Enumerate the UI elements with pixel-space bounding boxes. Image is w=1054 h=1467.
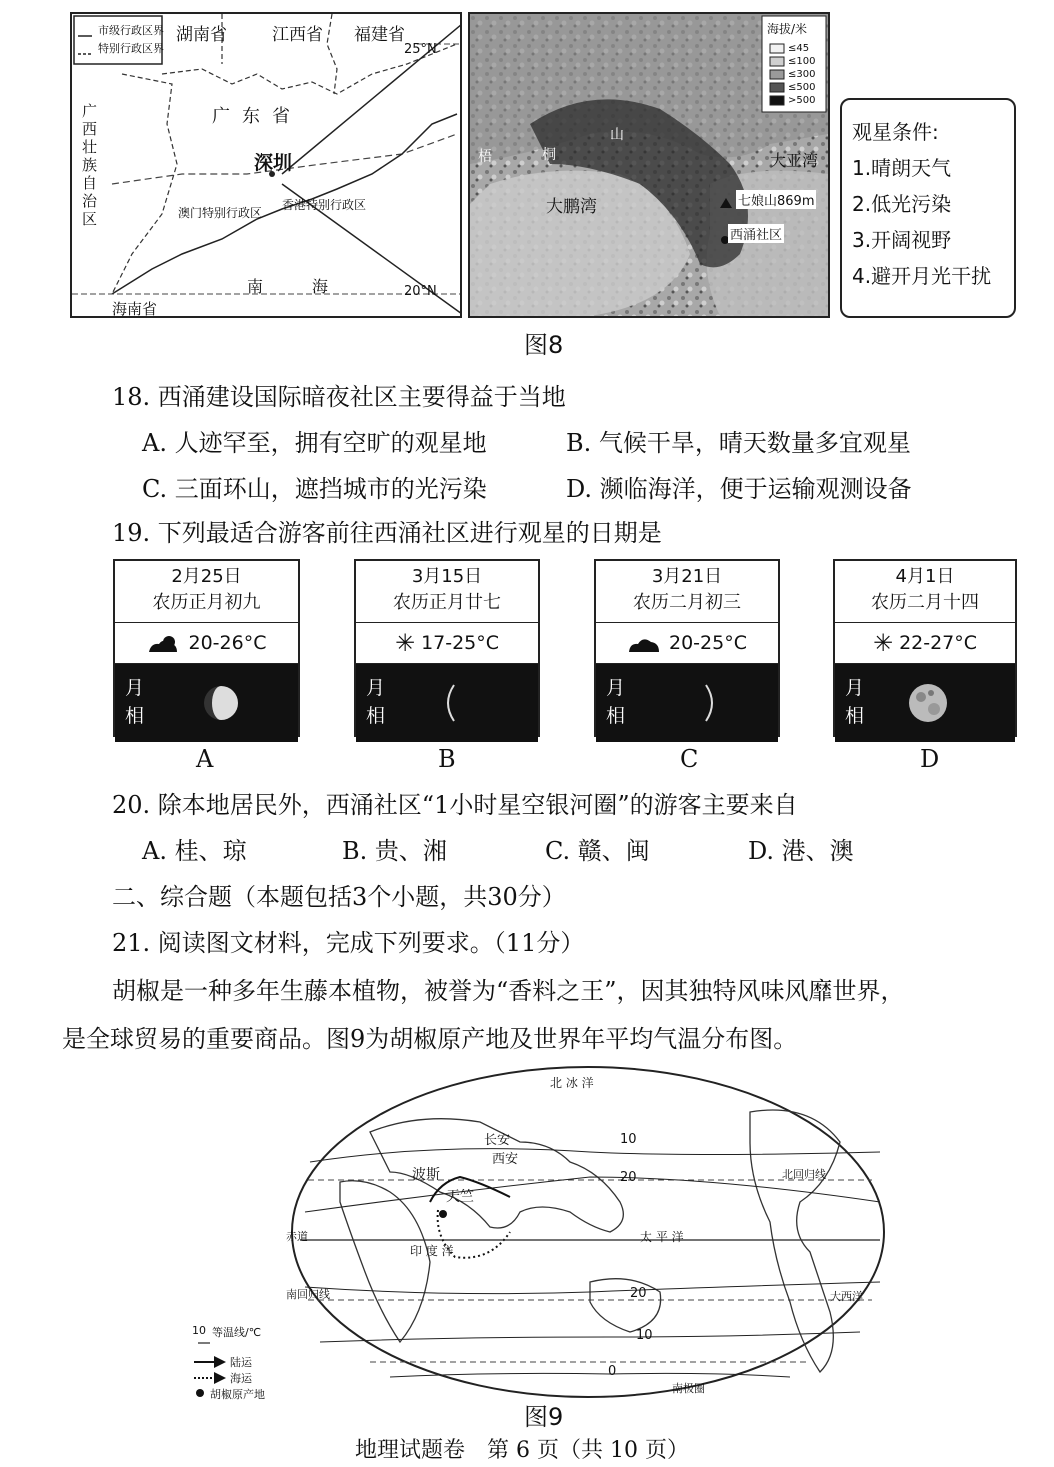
q18-option-c: C. 三面环山，遮挡城市的光污染	[142, 475, 487, 503]
label-xian: 西安	[492, 1152, 519, 1167]
q20-option-d: D. 港、澳	[748, 837, 854, 865]
label-atlantic: 大西洋	[830, 1290, 863, 1303]
relief-label-daya: 大亚湾	[770, 151, 819, 170]
label-south-1: 南	[247, 277, 264, 296]
q18-option-d: D. 濒临海洋，便于运输观测设备	[566, 475, 912, 503]
legend-city-border: 市级行政区界	[98, 24, 164, 37]
card-moon-label: 月相	[366, 677, 386, 727]
label-hainan: 海南省	[112, 300, 158, 318]
condition-2: 2.低光污染	[852, 192, 952, 216]
moon-waning-crescent-icon	[436, 673, 466, 733]
card-letter-a: A	[196, 745, 214, 773]
conditions-box	[840, 98, 1016, 318]
relief-label-xichong: 西涌社区	[728, 224, 784, 243]
relief-legend-1: ≤45	[788, 43, 810, 54]
label-antarctic-circle: 南极圈	[672, 1382, 705, 1395]
cloud-icon	[627, 632, 663, 654]
date-card-d	[833, 559, 1017, 737]
relief-legend-2: ≤100	[788, 56, 816, 67]
card-temp: 20-25°C	[669, 632, 747, 654]
label-jiangxi: 江西省	[272, 25, 323, 45]
card-lunar: 农历正月初九	[152, 592, 261, 613]
card-lunar: 农历二月初三	[633, 592, 741, 613]
fig8-caption: 图8	[524, 331, 564, 359]
legend-iso-num: 10	[192, 1324, 206, 1337]
page-footer: 地理试题卷 第 6 页（共 10 页）	[355, 1438, 689, 1463]
card-letter-c: C	[680, 745, 699, 773]
label-hongkong: 香港特别行政区	[282, 198, 367, 212]
condition-3: 3.开阔视野	[852, 228, 952, 252]
q21-stem: 21. 阅读图文材料，完成下列要求。（11分）	[112, 929, 585, 957]
card-letter-b: B	[438, 745, 456, 773]
label-lat25: 25°N	[404, 42, 437, 57]
label-tianzhu: 天竺	[446, 1189, 474, 1205]
q21-para2: 是全球贸易的重要商品。图9为胡椒原产地及世界年平均气温分布图。	[62, 1025, 798, 1053]
relief-legend-5: >500	[788, 95, 816, 106]
card-lunar: 农历正月廿七	[393, 592, 501, 613]
label-fujian: 福建省	[354, 25, 405, 45]
legend-pepper-origin: 胡椒原产地	[210, 1388, 265, 1401]
q20-option-a: A. 桂、琼	[142, 837, 247, 865]
condition-4: 4.避开月光干扰	[852, 264, 992, 288]
card-temp: 17-25°C	[421, 632, 500, 654]
label-guangxi: 广西壮族自治区	[82, 102, 98, 228]
moon-full-icon	[903, 673, 953, 733]
card-date: 2月25日	[171, 566, 242, 587]
relief-label-dapeng: 大鹏湾	[546, 197, 597, 217]
date-card-c	[594, 559, 780, 737]
partly-cloudy-icon	[147, 632, 183, 654]
card-moon-label: 月相	[125, 677, 145, 727]
card-date: 4月1日	[895, 566, 955, 587]
card-date: 3月21日	[651, 566, 723, 587]
moon-waxing-crescent-icon	[696, 673, 726, 733]
legend-sar-border: 特别行政区界	[98, 42, 164, 55]
q20-stem: 20. 除本地居民外，西涌社区“1小时星空银河圈”的游客主要来自	[112, 791, 798, 819]
label-arctic: 北 冰 洋	[550, 1076, 594, 1090]
label-pacific: 太 平 洋	[640, 1230, 684, 1244]
label-changan: 长安	[484, 1133, 511, 1148]
fig9-caption: 图9	[524, 1403, 564, 1431]
iso-label-10b: 10	[636, 1328, 653, 1343]
fig8-relief-map	[468, 12, 830, 318]
card-temp: 22-27°C	[899, 632, 978, 654]
relief-label-wu: 梧	[478, 149, 492, 165]
label-north-tropic: 北回归线	[782, 1168, 826, 1181]
q18-option-b: B. 气候干旱，晴天数量多宜观星	[566, 429, 911, 457]
relief-legend-title: 海拔/米	[767, 22, 808, 36]
iso-label-20b: 20	[630, 1286, 647, 1301]
q18-option-a: A. 人迹罕至，拥有空旷的观星地	[142, 429, 487, 457]
card-temp: 20-26°C	[188, 632, 267, 654]
label-guangdong: 广东省	[212, 106, 302, 127]
legend-isotherm: 等温线/℃	[212, 1326, 262, 1339]
sun-icon: ✳	[394, 629, 416, 657]
label-south-2: 海	[312, 277, 329, 296]
q18-stem: 18. 西涌建设国际暗夜社区主要得益于当地	[112, 383, 566, 411]
label-macau: 澳门特别行政区	[178, 206, 263, 220]
card-lunar: 农历二月十四	[871, 592, 979, 613]
card-letter-d: D	[920, 745, 940, 773]
q21-para1: 胡椒是一种多年生藤本植物，被誉为“香料之王”，因其独特风味风靡世界，	[112, 977, 905, 1005]
sun-icon: ✳	[872, 629, 894, 657]
card-moon-label: 月相	[845, 677, 865, 727]
card-date: 3月15日	[411, 566, 483, 587]
q19-stem: 19. 下列最适合游客前往西涌社区进行观星的日期是	[112, 519, 662, 547]
label-equator: 赤道	[286, 1230, 308, 1243]
label-shenzhen: 深圳	[254, 152, 293, 174]
iso-label-0: 0	[608, 1364, 617, 1379]
q20-option-c: C. 赣、闽	[545, 837, 650, 865]
relief-label-tong: 桐	[542, 147, 556, 163]
label-south-tropic: 南回归线	[286, 1288, 330, 1301]
relief-legend-3: ≤300	[788, 69, 816, 80]
date-card-a	[113, 559, 300, 737]
label-bosi: 波斯	[412, 1167, 440, 1183]
relief-legend-4: ≤500	[788, 82, 816, 93]
relief-label-mountain: 山	[610, 127, 624, 143]
label-lat20: 20°N	[404, 284, 437, 299]
label-hunan: 湖南省	[176, 25, 227, 45]
relief-label-qiniang: 七娘山869m	[736, 190, 816, 209]
iso-label-10a: 10	[620, 1132, 637, 1147]
legend-land-route: 陆运	[230, 1356, 252, 1369]
iso-label-20a: 20	[620, 1170, 637, 1185]
q20-option-b: B. 贵、湘	[342, 837, 447, 865]
conditions-title: 观星条件:	[852, 120, 939, 144]
fig8-province-map	[70, 12, 462, 318]
moon-gibbous-icon	[201, 673, 241, 733]
date-card-b	[354, 559, 540, 737]
card-moon-label: 月相	[606, 677, 626, 727]
section2-title: 二、综合题（本题包括3个小题，共30分）	[112, 883, 566, 911]
condition-1: 1.晴朗天气	[852, 156, 952, 180]
label-indian-ocean: 印 度 洋	[410, 1244, 454, 1258]
legend-sea-route: 海运	[230, 1372, 252, 1385]
